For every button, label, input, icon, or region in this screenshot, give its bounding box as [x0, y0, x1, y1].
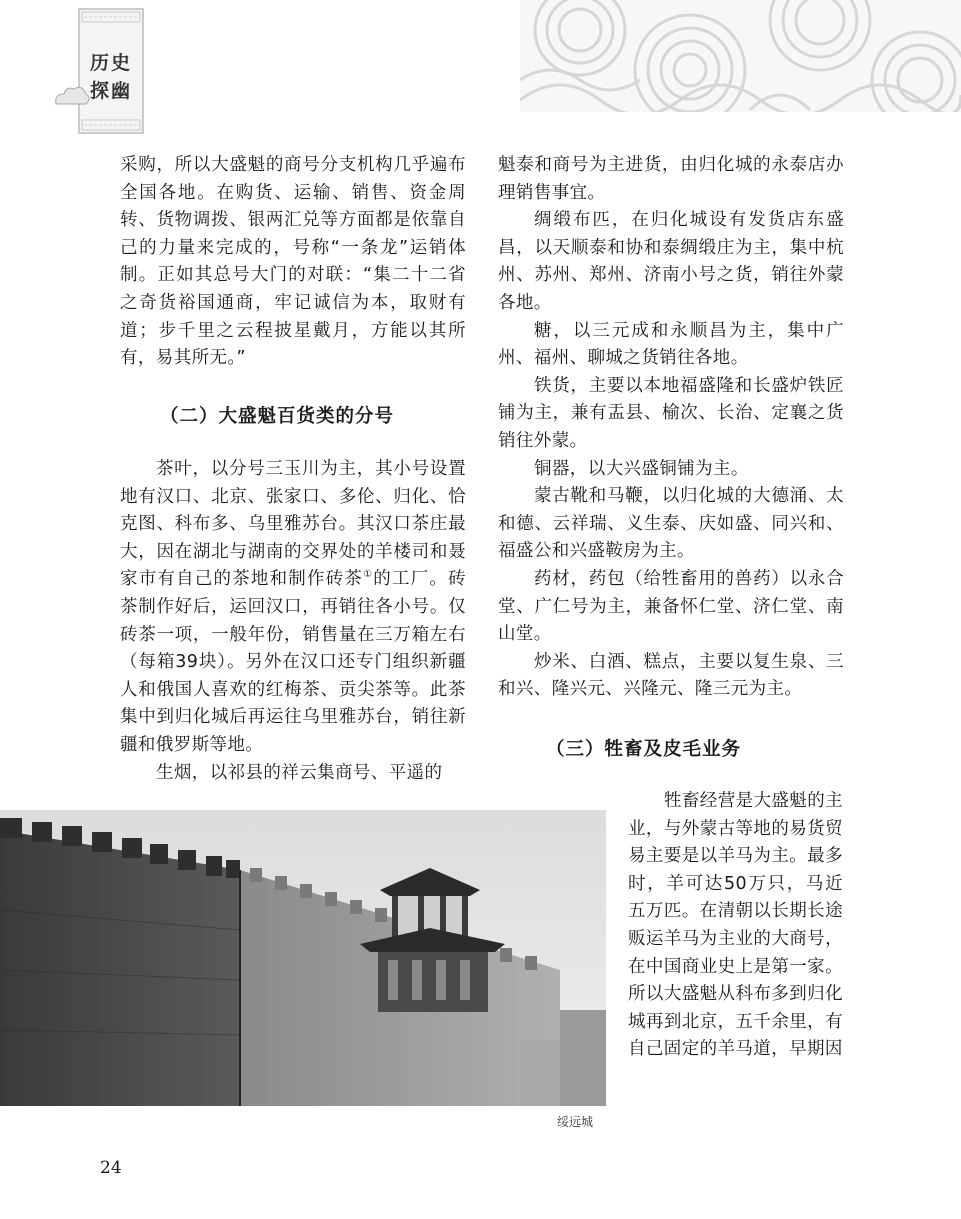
paragraph: 绸缎布匹，在归化城设有发货店东盛昌，以天顺泰和协和泰绸缎庄为主，集中杭州、苏州、郑州、济南小号之货，销往外蒙各地。	[498, 210, 844, 313]
section-title-line1: 历史	[89, 52, 132, 74]
paragraph	[120, 456, 466, 760]
paragraph: 蒙古靴和马鞭，以归化城的大德涌、太和德、云祥瑞、义生泰、庆如盛、同兴和、福盛公和兴盛鞍房为主。	[498, 486, 844, 562]
section-heading: （三）牲畜及皮毛业务	[546, 739, 742, 760]
left-column-text-2	[120, 456, 466, 787]
left-column-text	[120, 152, 466, 373]
paragraph-text: 的工厂。砖茶制作好后，运回汉口，再销往各小号。仅砖茶一项，一般年份，销售量在三万箱左右（每箱39块）。另外在汉口还专门组织新疆人和俄国人喜欢的红梅茶、贡尖茶等。此茶集中到归化城后再运往乌里雅苏台，销往新疆和俄罗斯等地。	[120, 569, 467, 755]
section-heading: （二）大盛魁百货类的分号	[160, 406, 395, 427]
cloud-pattern-decoration	[520, 0, 961, 112]
paragraph-text: 茶叶，以分号三玉川为主，其小号设置地有汉口、北京、张家口、多伦、归化、恰克图、科布多、乌里雅苏台。其汉口茶庄最大，因在湖北与湖南的交界处的羊楼司和聂家市有自己的茶地和制作砖茶	[120, 459, 466, 590]
right-column-text	[498, 152, 844, 704]
right-column-text-3	[628, 788, 843, 1064]
paragraph: 生烟，以祁县的祥云集商号、平遥的	[156, 762, 443, 783]
photo-caption: 绥远城	[556, 1115, 593, 1129]
paragraph: 药材，药包（给牲畜用的兽药）以永合堂、广仁号为主，兼备怀仁堂、济仁堂、南山堂。	[498, 568, 844, 645]
paragraph: 魁泰和商号为主进货，由归化城的永泰店办理销售事宜。	[498, 155, 844, 203]
paragraph: 铁货，主要以本地福盛隆和长盛炉铁匠铺为主，兼有盂县、榆次、长治、定襄之货销往外蒙。	[498, 375, 844, 451]
paragraph: 铜器，以大兴盛铜铺为主。	[534, 458, 749, 479]
city-wall-photo	[0, 810, 606, 1106]
section-tab	[78, 8, 144, 134]
paragraph: 糖，以三元成和永顺昌为主，集中广州、福州、聊城之货销往各地。	[498, 320, 844, 369]
paragraph: 炒米、白酒、糕点，主要以复生泉、三和兴、隆兴元、兴隆元、隆三元为主。	[498, 651, 844, 700]
section-title-line2: 探幽	[89, 80, 132, 102]
paragraph: 采购，所以大盛魁的商号分支机构几乎遍布全国各地。在购货、运输、销售、资金周转、货物调拨、银两汇兑等方面都是依靠自己的力量来完成的，号称“一条龙”运销体制。正如其总号大门的对联：“集二十二省之奇货裕国通商，牢记诚信为本，取财有道；步千里之云程披星戴月，方能以其所有，易其所无。”	[120, 155, 466, 369]
paragraph: 牲畜经营是大盛魁的主业，与外蒙古等地的易货贸易主要是以羊马为主。最多时，羊可达50万只，马近五万匹。在清朝以长期长途贩运羊马为主业的大商号，在中国商业史上是第一家。所以大盛魁从科布多到归化城再到北京，五千余里，有自己固定的羊马道，早期因	[628, 791, 843, 1060]
page-number: 24	[100, 1158, 122, 1178]
footnote-marker: ①	[363, 569, 374, 581]
